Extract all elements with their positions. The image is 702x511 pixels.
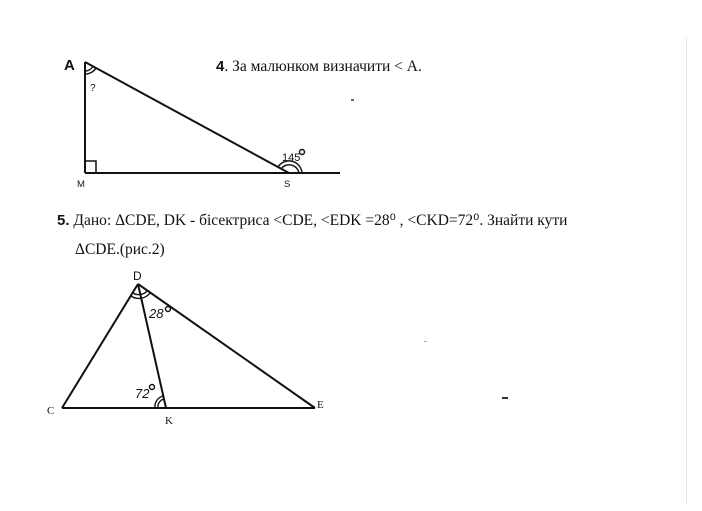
vertex-label-E: E [317,399,324,411]
side-DC [62,284,138,408]
side-DE [138,284,315,408]
angle-arc-K-inner [158,399,164,408]
task4-number: 4 [216,58,225,75]
scan-speck [424,341,427,342]
task5-text-line2: ΔCDE.(рис.2) [75,241,165,258]
vertex-label-A: A [64,57,75,74]
degree-mark-28 [166,307,171,312]
angle-value-28: 28 [149,306,164,321]
vertex-label-M: M [77,179,85,190]
angle-value-72: 72 [135,386,150,401]
vertex-label-S: S [284,179,291,190]
task5-number: 5. [57,212,70,229]
vertex-label-K: K [165,415,173,427]
task4-text: . За малюнком визначити < A. [224,58,422,75]
angle-value-145: 145 [282,152,301,164]
unknown-angle-label: ? [90,83,96,94]
scan-speck [351,99,354,101]
task5-text-line1: Дано: ΔCDE, DK - бісектриса <CDE, <EDK =28⁰ , <CKD=72⁰. Знайти кути [73,212,568,229]
degree-mark-72 [150,385,155,390]
scan-speck [502,397,508,399]
vertex-label-D: D [133,269,142,283]
vertex-label-C: C [47,405,55,417]
page-edge-line [686,38,687,503]
